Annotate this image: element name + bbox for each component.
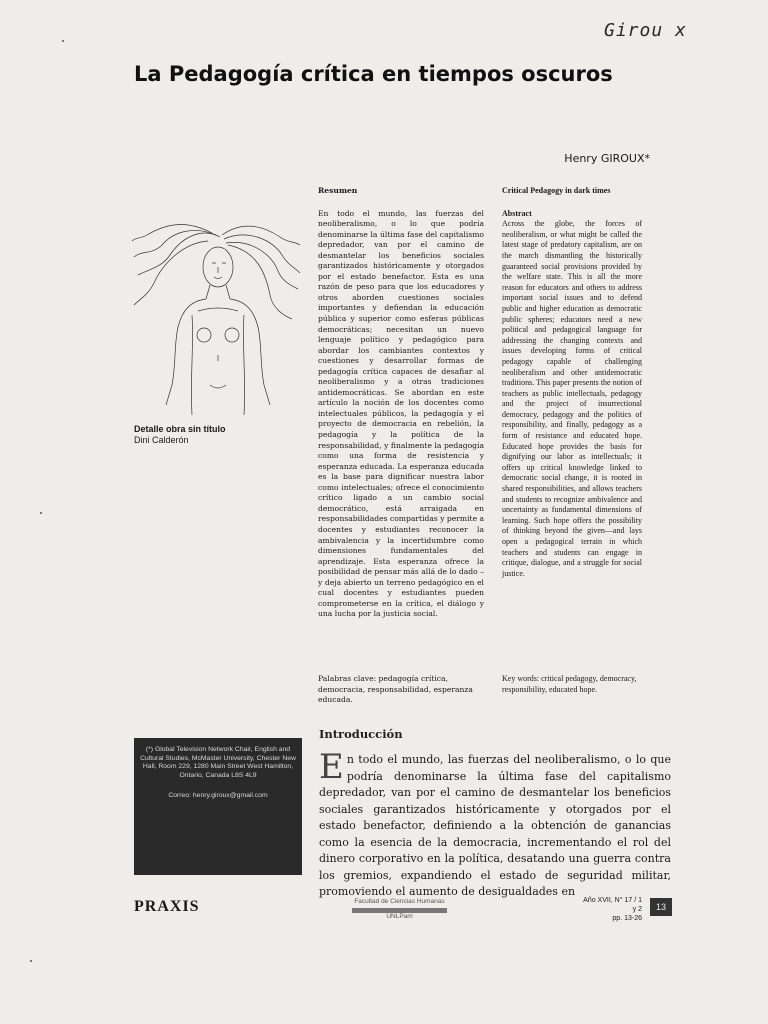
artwork-illustration <box>132 215 300 420</box>
scan-speck <box>30 960 32 962</box>
figure-caption-artist: Dini Calderón <box>134 435 189 445</box>
journal-logo: PRAXIS <box>134 898 200 915</box>
page-range: pp. 13-26 <box>612 915 642 922</box>
abstract-es-heading: Resumen <box>318 186 358 195</box>
handwritten-annotation: Girou x <box>604 20 687 41</box>
abstract-en <box>502 186 642 579</box>
abstract-es <box>318 186 484 620</box>
scan-speck <box>40 512 42 514</box>
article-title: La Pedagogía crítica en tiempos oscuros <box>134 62 613 86</box>
abstract-en-body: Across the globe, the forces of neoliberalism, or what might be called the latest stage of predatory capitalism, are on the march dismantling the historically guaranteed social provisions provided by the welfare state. This is all the more reason for educators and others to address important social issues and to defend public and higher education as democratic public spheres; educators need a new political and pedagogical language for addressing the changing contexts and issues developing forms of critical pedagogy capable of challenging neoliberalism and other antidemocratic traditions. This paper presents the notion of teachers as public intellectuals, pedagogy and the project of insurrectional democracy, pedagogy and the politics of responsibility, and finally, pedagogy as a form of resistance and educated hope. Educated hope provides the basis for dignifying our labor as intellectuals; it offers up critical knowledge linked to democratic social change, it is rooted in shared responsibilities, and allows teachers and students to recognize ambivalence and uncertainty as fundamental dimensions of learning. Such hope offers the possibility of thinking beyond the given—and lays open a pedagogical terrain in which teachers and students can engage in critique, dialogue, and a struggle for social justice. <box>502 219 642 578</box>
university-name: UNLPam <box>386 912 413 920</box>
issue-number: Año XVII, N° 17 / 1 y 2 <box>583 897 642 913</box>
page-number: 13 <box>650 898 672 916</box>
faculty-imprint <box>342 898 457 920</box>
dropcap-letter: E <box>319 747 344 787</box>
issue-info <box>578 896 642 923</box>
figure-caption-title: Detalle obra sin título <box>134 424 226 434</box>
introduction-body <box>319 747 671 901</box>
scan-speck <box>62 40 64 42</box>
keywords-es: Palabras clave: pedagogía crítica, democracia, responsabilidad, esperanza educada. <box>318 674 473 704</box>
figure-caption <box>134 424 226 446</box>
abstract-es-body: En todo el mundo, las fuerzas del neoliberalismo, o lo que podría denominarse la última fase del capitalismo depredador, van por el camino de desmantelar los beneficios sociales garantizados históricamente y otorgados por el estado benefactor. Esta es una razón de peso para que los educadores y otros aborden cuestiones sociales importantes y defiendan la educación pública y superior como esferas públicas democráticas; necesitan un nuevo lenguaje político y pedagógico para abordar los cambiantes contextos y cuestiones y desarrollar formas de pedagogía crítica capaces de desafiar al neoliberalismo y a otras tradiciones antidemocráticas. Se abordan en este artículo la noción de los docentes como intelectuales públicos, la pedagogía y el proyecto de democracia en rebelión, la pedagogía y la política de la responsabilidad, y finalmente la pedagogía como una forma de resistencia y esperanza educada. La esperanza educada es la base para dignificar nuestra labor como intelectuales; ofrece el conocimiento crítico ligado a un cambio social democrático, está arraigada en responsabilidades compartidas y permite a docentes y estudiantes reconocer la ambivalencia y la incertidumbre como dimensiones fundamentales del aprendizaje. Esta esperanza ofrece la posibilidad de pensar más allá de lo dado – y deja abierto un terreno pedagógico en el cual docentes y estudiantes pueden comprometerse en la crítica, el diálogo y una lucha por la justicia social. <box>318 208 484 619</box>
abstract-en-label: Abstract <box>502 208 532 218</box>
introduction-text: n todo el mundo, las fuerzas del neoliberalismo, o lo que podría denominarse la última fase del capitalismo depredador, van por el camino de desmantelar los beneficios sociales garantizados históricamente y otorgados por el estado benefactor, definiendo a la obtención de ganancias como la esencia de la democracia, incrementando el rol del dinero corporativo en la política, desatando una guerra contra los gremios, expandiendo el estado de seguridad militar, promoviendo el aumento de desigualdades en <box>319 753 671 898</box>
author-contact: Correo: henry.giroux@gmail.com <box>168 792 268 800</box>
faculty-name: Facultad de Ciencias Humanas <box>354 898 445 905</box>
author-affiliation: (*) Global Television Network Chair, English and Cultural Studies, McMaster University, Chester New Hall, Room 229, 1280 Main Street West Hamilton, Ontario, Canada L8S 4L9 <box>140 746 296 779</box>
introduction-heading: Introducción <box>319 727 403 741</box>
keywords-en: Key words: critical pedagogy, democracy, responsibility, educated hope. <box>502 674 637 694</box>
article-author: Henry GIROUX* <box>564 152 650 165</box>
author-note-box <box>134 738 302 875</box>
abstract-en-heading: Critical Pedagogy in dark times <box>502 186 611 195</box>
